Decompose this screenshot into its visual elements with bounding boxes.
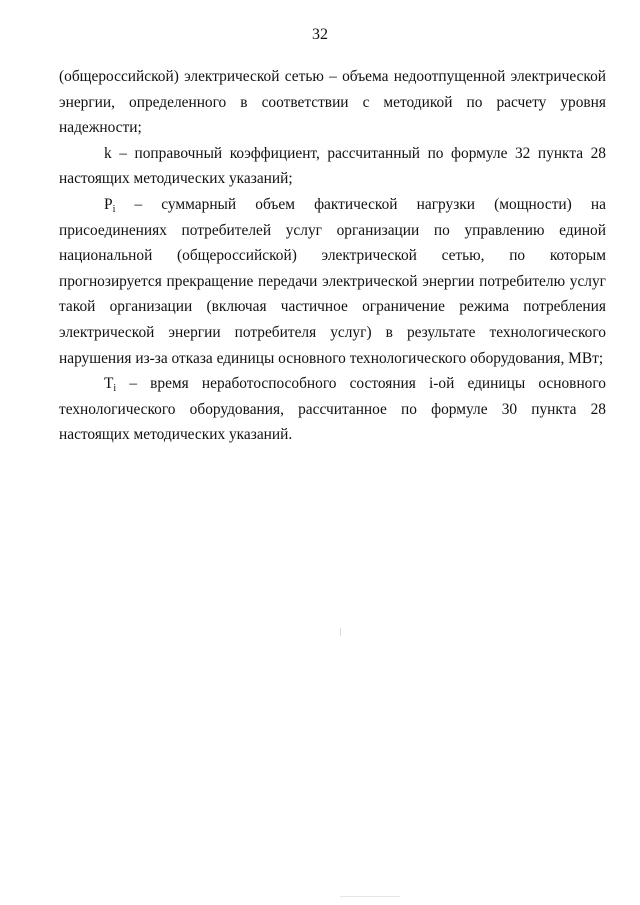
- symbol-k-letter: k: [104, 144, 112, 162]
- paragraph-k-definition: [59, 141, 606, 192]
- symbol-pi-subscript: i: [112, 203, 116, 215]
- symbol-ti: [104, 375, 117, 395]
- symbol-pi-letter: P: [104, 195, 113, 213]
- symbol-ti-subscript: i: [113, 383, 117, 395]
- page-number: 32: [312, 26, 328, 43]
- paragraph-ti-text: – время неработоспособного состояния i-ой единицы основного технологического оборудования, рассчитанное по формуле 30 пункта 28 настоящих методических указаний.: [59, 375, 606, 444]
- symbol-k: [104, 145, 112, 162]
- paragraph-pi-definition: [59, 192, 606, 371]
- paragraph-ti-definition: [59, 371, 606, 448]
- document-body: [59, 64, 606, 448]
- symbol-pi: [104, 196, 115, 213]
- symbol-ti-letter: T: [104, 375, 114, 393]
- scan-artifact-bottom-line: [340, 896, 400, 897]
- paragraph-k-text: – поправочный коэффициент, рассчитанный по формуле 32 пункта 28 настоящих методических указаний;: [59, 144, 606, 188]
- paragraph-pi-text: – суммарный объем фактической нагрузки (мощности) на присоединениях потребителей услуг организации по управлению единой национальной (общероссийской) электрической сетью, по которым прогнозируется прекращение передачи электрической энергии потребителю услуг такой организации (включая частичное ограничение режима потребления электрической энергии потребителя услуг) в результате технологического нарушения из-за отказа единицы основного технологического оборудования, МВт;: [59, 195, 606, 367]
- paragraph-continuation: (общероссийской) электрической сетью – объема недоотпущенной электрической энергии, определенного в соответствии с методикой по расчету уровня надежности;: [59, 68, 606, 137]
- scan-artifact-mark: [340, 628, 341, 636]
